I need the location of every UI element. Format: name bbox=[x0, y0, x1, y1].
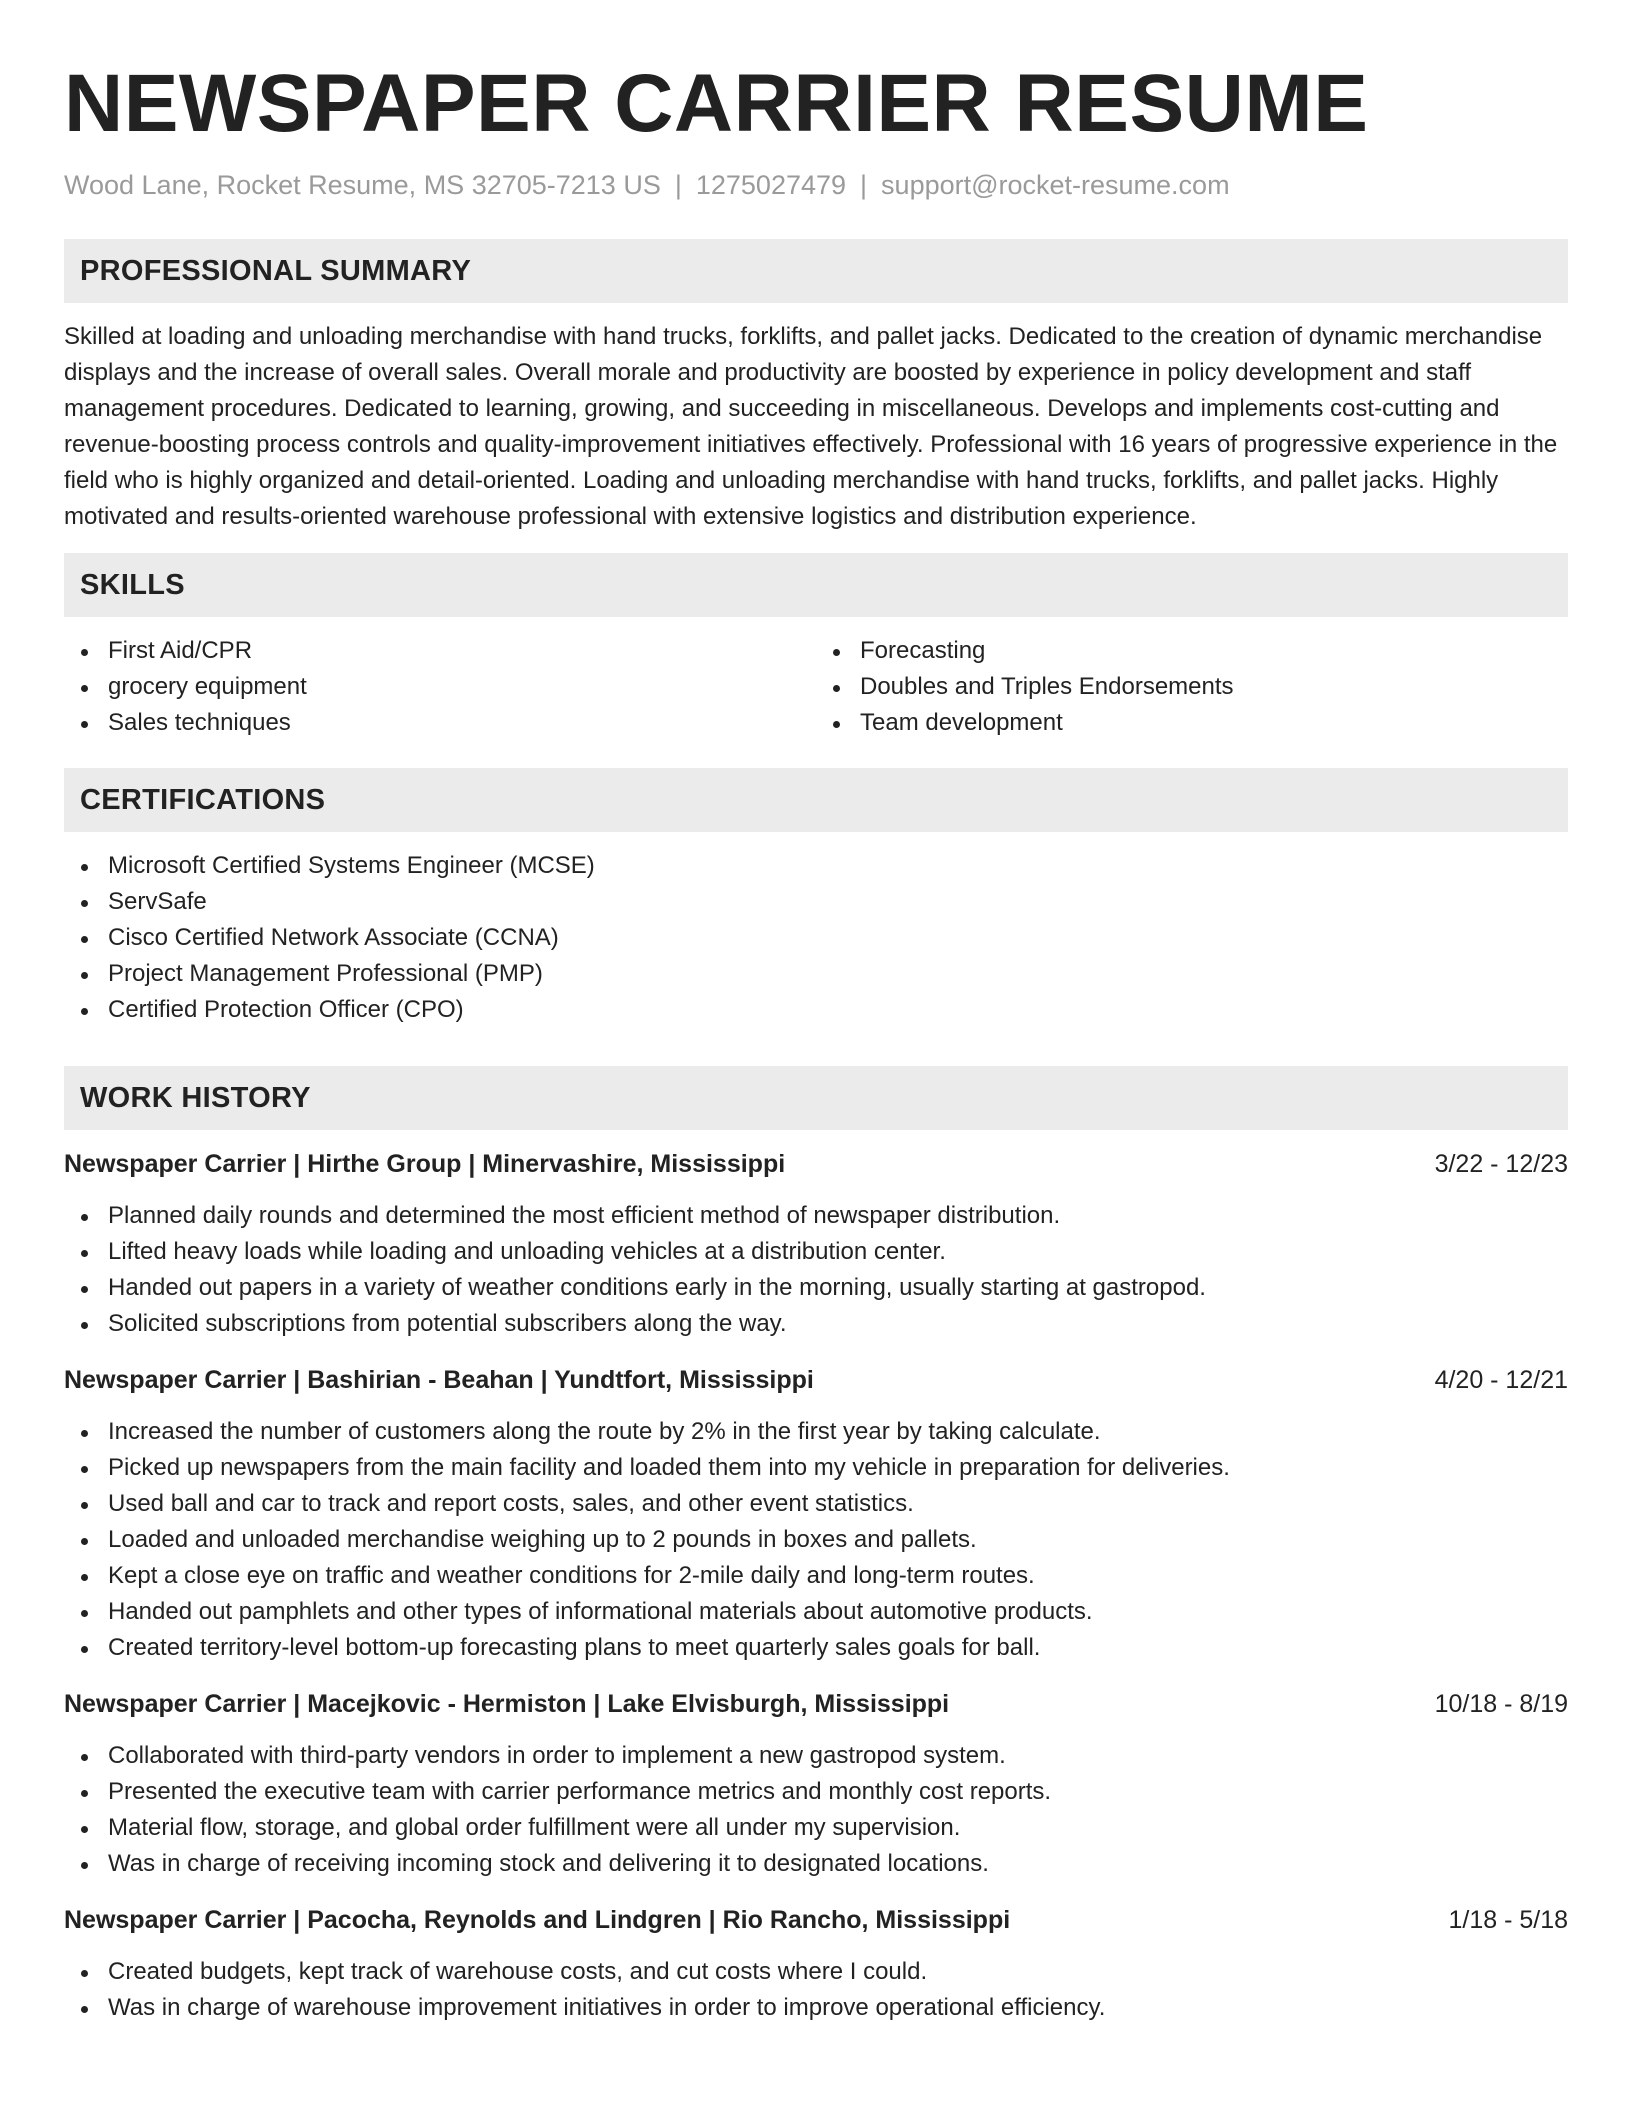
job-dates: 10/18 - 8/19 bbox=[1434, 1690, 1568, 1718]
job-entry bbox=[64, 1362, 1568, 1666]
job-bullet: Lifted heavy loads while loading and unloading vehicles at a distribution center. bbox=[64, 1234, 1568, 1270]
job-header bbox=[64, 1146, 1568, 1182]
job-entry bbox=[64, 1902, 1568, 2026]
job-title: Newspaper Carrier | Bashirian - Beahan | Yundtfort, Mississippi bbox=[64, 1366, 814, 1394]
work-history-section bbox=[64, 1066, 1568, 2026]
skills-section bbox=[64, 553, 1568, 741]
job-bullets bbox=[64, 1738, 1568, 1882]
contact-line bbox=[64, 168, 1568, 202]
job-dates: 1/18 - 5/18 bbox=[1448, 1906, 1568, 1934]
job-bullet: Handed out papers in a variety of weather conditions early in the morning, usually starting at gastropod. bbox=[64, 1270, 1568, 1306]
job-title: Newspaper Carrier | Macejkovic - Hermiston | Lake Elvisburgh, Mississippi bbox=[64, 1690, 950, 1718]
skill-item: Forecasting bbox=[816, 633, 1568, 669]
job-bullet: Kept a close eye on traffic and weather conditions for 2-mile daily and long-term routes. bbox=[64, 1558, 1568, 1594]
certification-item: Microsoft Certified Systems Engineer (MCSE) bbox=[64, 848, 1568, 884]
skill-item: Sales techniques bbox=[64, 705, 816, 741]
job-title: Newspaper Carrier | Hirthe Group | Minervashire, Mississippi bbox=[64, 1150, 786, 1178]
job-bullets bbox=[64, 1198, 1568, 1342]
job-bullet: Picked up newspapers from the main facility and loaded them into my vehicle in preparation for deliveries. bbox=[64, 1450, 1568, 1486]
certifications-section bbox=[64, 768, 1568, 1028]
job-bullet: Increased the number of customers along the route by 2% in the first year by taking calculate. bbox=[64, 1414, 1568, 1450]
skill-item: Doubles and Triples Endorsements bbox=[816, 669, 1568, 705]
job-bullets bbox=[64, 1954, 1568, 2026]
job-bullet: Created territory-level bottom-up forecasting plans to meet quarterly sales goals for ball. bbox=[64, 1630, 1568, 1666]
skill-item: Team development bbox=[816, 705, 1568, 741]
work-history-heading: WORK HISTORY bbox=[64, 1066, 1568, 1130]
job-bullet: Solicited subscriptions from potential subscribers along the way. bbox=[64, 1306, 1568, 1342]
skills-heading: SKILLS bbox=[64, 553, 1568, 617]
job-header bbox=[64, 1902, 1568, 1938]
skills-right-list bbox=[816, 633, 1568, 741]
certification-item: Cisco Certified Network Associate (CCNA) bbox=[64, 920, 1568, 956]
contact-email: support@rocket-resume.com bbox=[881, 170, 1230, 200]
job-dates: 3/22 - 12/23 bbox=[1434, 1150, 1568, 1178]
job-bullet: Presented the executive team with carrier performance metrics and monthly cost reports. bbox=[64, 1774, 1568, 1810]
job-entry bbox=[64, 1146, 1568, 1342]
contact-phone: 1275027479 bbox=[695, 170, 847, 200]
certification-item: Certified Protection Officer (CPO) bbox=[64, 992, 1568, 1028]
summary-text: Skilled at loading and unloading merchandise with hand trucks, forklifts, and pallet jacks. Dedicated to the creation of dynamic merchandise displays and the increase of overall sales. Overall morale and productivity are boosted by experience in policy development and staff management procedures. Dedicated to learning, growing, and succeeding in miscellaneous. Develops and implements cost-cutting and revenue-boosting process controls and quality-improvement initiatives effectively. Professional with 16 years of progressive experience in the field who is highly organized and detail-oriented. Loading and unloading merchandise with hand trucks, forklifts, and pallet jacks. Highly motivated and results-oriented warehouse professional with extensive logistics and distribution experience. bbox=[64, 323, 1558, 530]
resume-title: NEWSPAPER CARRIER RESUME bbox=[64, 58, 1369, 149]
job-bullet: Was in charge of receiving incoming stock and delivering it to designated locations. bbox=[64, 1846, 1568, 1882]
contact-address: Wood Lane, Rocket Resume, MS 32705-7213 US bbox=[64, 170, 661, 200]
job-title: Newspaper Carrier | Pacocha, Reynolds and Lindgren | Rio Rancho, Mississippi bbox=[64, 1906, 1011, 1934]
summary-heading: PROFESSIONAL SUMMARY bbox=[64, 239, 1568, 303]
contact-separator: | bbox=[674, 170, 682, 200]
job-header bbox=[64, 1686, 1568, 1722]
job-bullet: Handed out pamphlets and other types of informational materials about automotive products. bbox=[64, 1594, 1568, 1630]
job-header bbox=[64, 1362, 1568, 1398]
skills-grid bbox=[64, 633, 1568, 741]
job-entry bbox=[64, 1686, 1568, 1882]
job-bullets bbox=[64, 1414, 1568, 1666]
job-bullet: Collaborated with third-party vendors in order to implement a new gastropod system. bbox=[64, 1738, 1568, 1774]
skill-item: grocery equipment bbox=[64, 669, 816, 705]
job-bullet: Loaded and unloaded merchandise weighing up to 2 pounds in boxes and pallets. bbox=[64, 1522, 1568, 1558]
job-bullet: Material flow, storage, and global order fulfillment were all under my supervision. bbox=[64, 1810, 1568, 1846]
skills-left-list bbox=[64, 633, 816, 741]
job-bullet: Planned daily rounds and determined the most efficient method of newspaper distribution. bbox=[64, 1198, 1568, 1234]
job-bullet: Created budgets, kept track of warehouse costs, and cut costs where I could. bbox=[64, 1954, 1568, 1990]
certification-item: ServSafe bbox=[64, 884, 1568, 920]
job-bullet: Used ball and car to track and report costs, sales, and other event statistics. bbox=[64, 1486, 1568, 1522]
certifications-heading: CERTIFICATIONS bbox=[64, 768, 1568, 832]
certifications-list bbox=[64, 848, 1568, 1028]
job-bullet: Was in charge of warehouse improvement initiatives in order to improve operational efficiency. bbox=[64, 1990, 1568, 2026]
job-dates: 4/20 - 12/21 bbox=[1434, 1366, 1568, 1394]
skill-item: First Aid/CPR bbox=[64, 633, 816, 669]
certification-item: Project Management Professional (PMP) bbox=[64, 956, 1568, 992]
summary-section bbox=[64, 239, 1568, 535]
contact-separator: | bbox=[860, 170, 868, 200]
